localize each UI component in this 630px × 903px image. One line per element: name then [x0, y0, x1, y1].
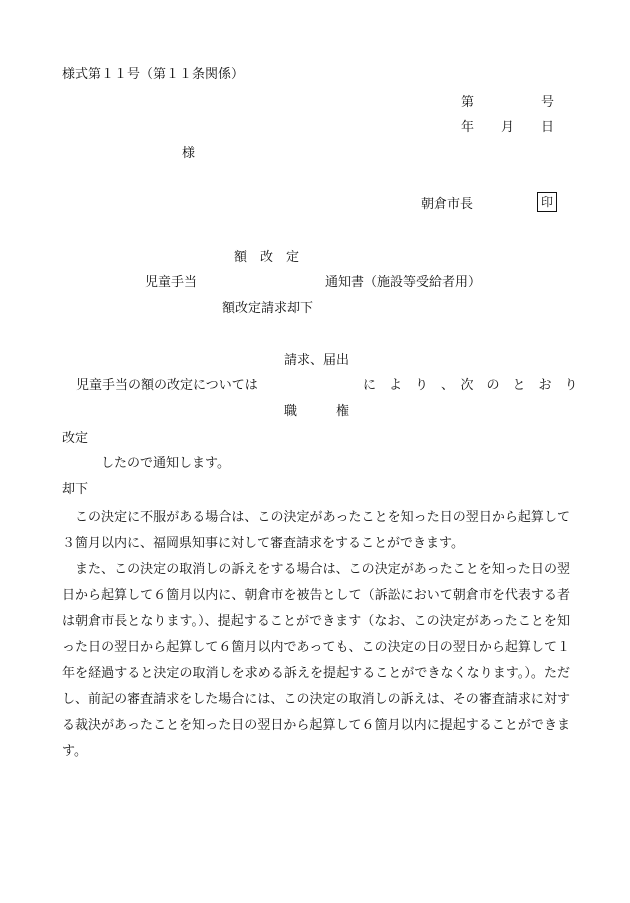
addressee-honorific: 様 [182, 146, 196, 161]
option-request-notification: 請求、届出 [284, 353, 350, 368]
appeal-instructions [62, 505, 570, 765]
option-authority: 職 権 [284, 404, 350, 419]
title-notice: 通知書（施設等受給者用） [325, 275, 482, 290]
issuer-name: 朝倉市長 [421, 197, 474, 212]
reference-number-prefix: 第 [461, 95, 475, 110]
date-year-label: 年 [461, 120, 475, 135]
option-rejected: 却下 [62, 482, 89, 497]
reference-number-suffix: 号 [541, 95, 555, 110]
title-option-rejection: 額改定請求却下 [222, 301, 314, 316]
date-month-label: 月 [501, 120, 515, 135]
title-subject: 児童手当 [145, 275, 198, 290]
form-number: 様式第１１号（第１１条関係） [62, 67, 245, 82]
appeal-paragraph-review-request: この決定に不服がある場合は、この決定があったことを知った日の翌日から起算して３箇月以内に、福岡県知事に対して審査請求をすることができます。 [62, 510, 570, 551]
option-revised: 改定 [62, 431, 89, 446]
official-seal-box: 印 [537, 192, 557, 212]
date-day-label: 日 [541, 120, 555, 135]
appeal-paragraph-lawsuit: また、この決定の取消しの訴えをする場合は、この決定があったことを知った日の翌日から起算して６箇月以内に、朝倉市を被告として（訴訟において朝倉市を代表する者は朝倉市長となります。）、提起することができます（なお、この決定があったことを知った日の翌日から起算して６箇月以内であっても、この決定の日の翌日から起算して１年を経過すると決定の取消しを求める訴えを提起することができなくなります。）。ただし、前記の審査請求をした場合には、この決定の取消しの訴えは、その審査請求に対する裁決があったことを知った日の翌日から起算して６箇月以内に提起することができます。 [62, 562, 570, 759]
statement-notified: したので通知します。 [101, 456, 230, 471]
statement-intro: 児童手当の額の改定については [76, 378, 258, 393]
title-option-amount-revision: 額 改 定 [234, 250, 300, 265]
statement-connector: に よ り 、 次 の と お り [363, 378, 578, 393]
